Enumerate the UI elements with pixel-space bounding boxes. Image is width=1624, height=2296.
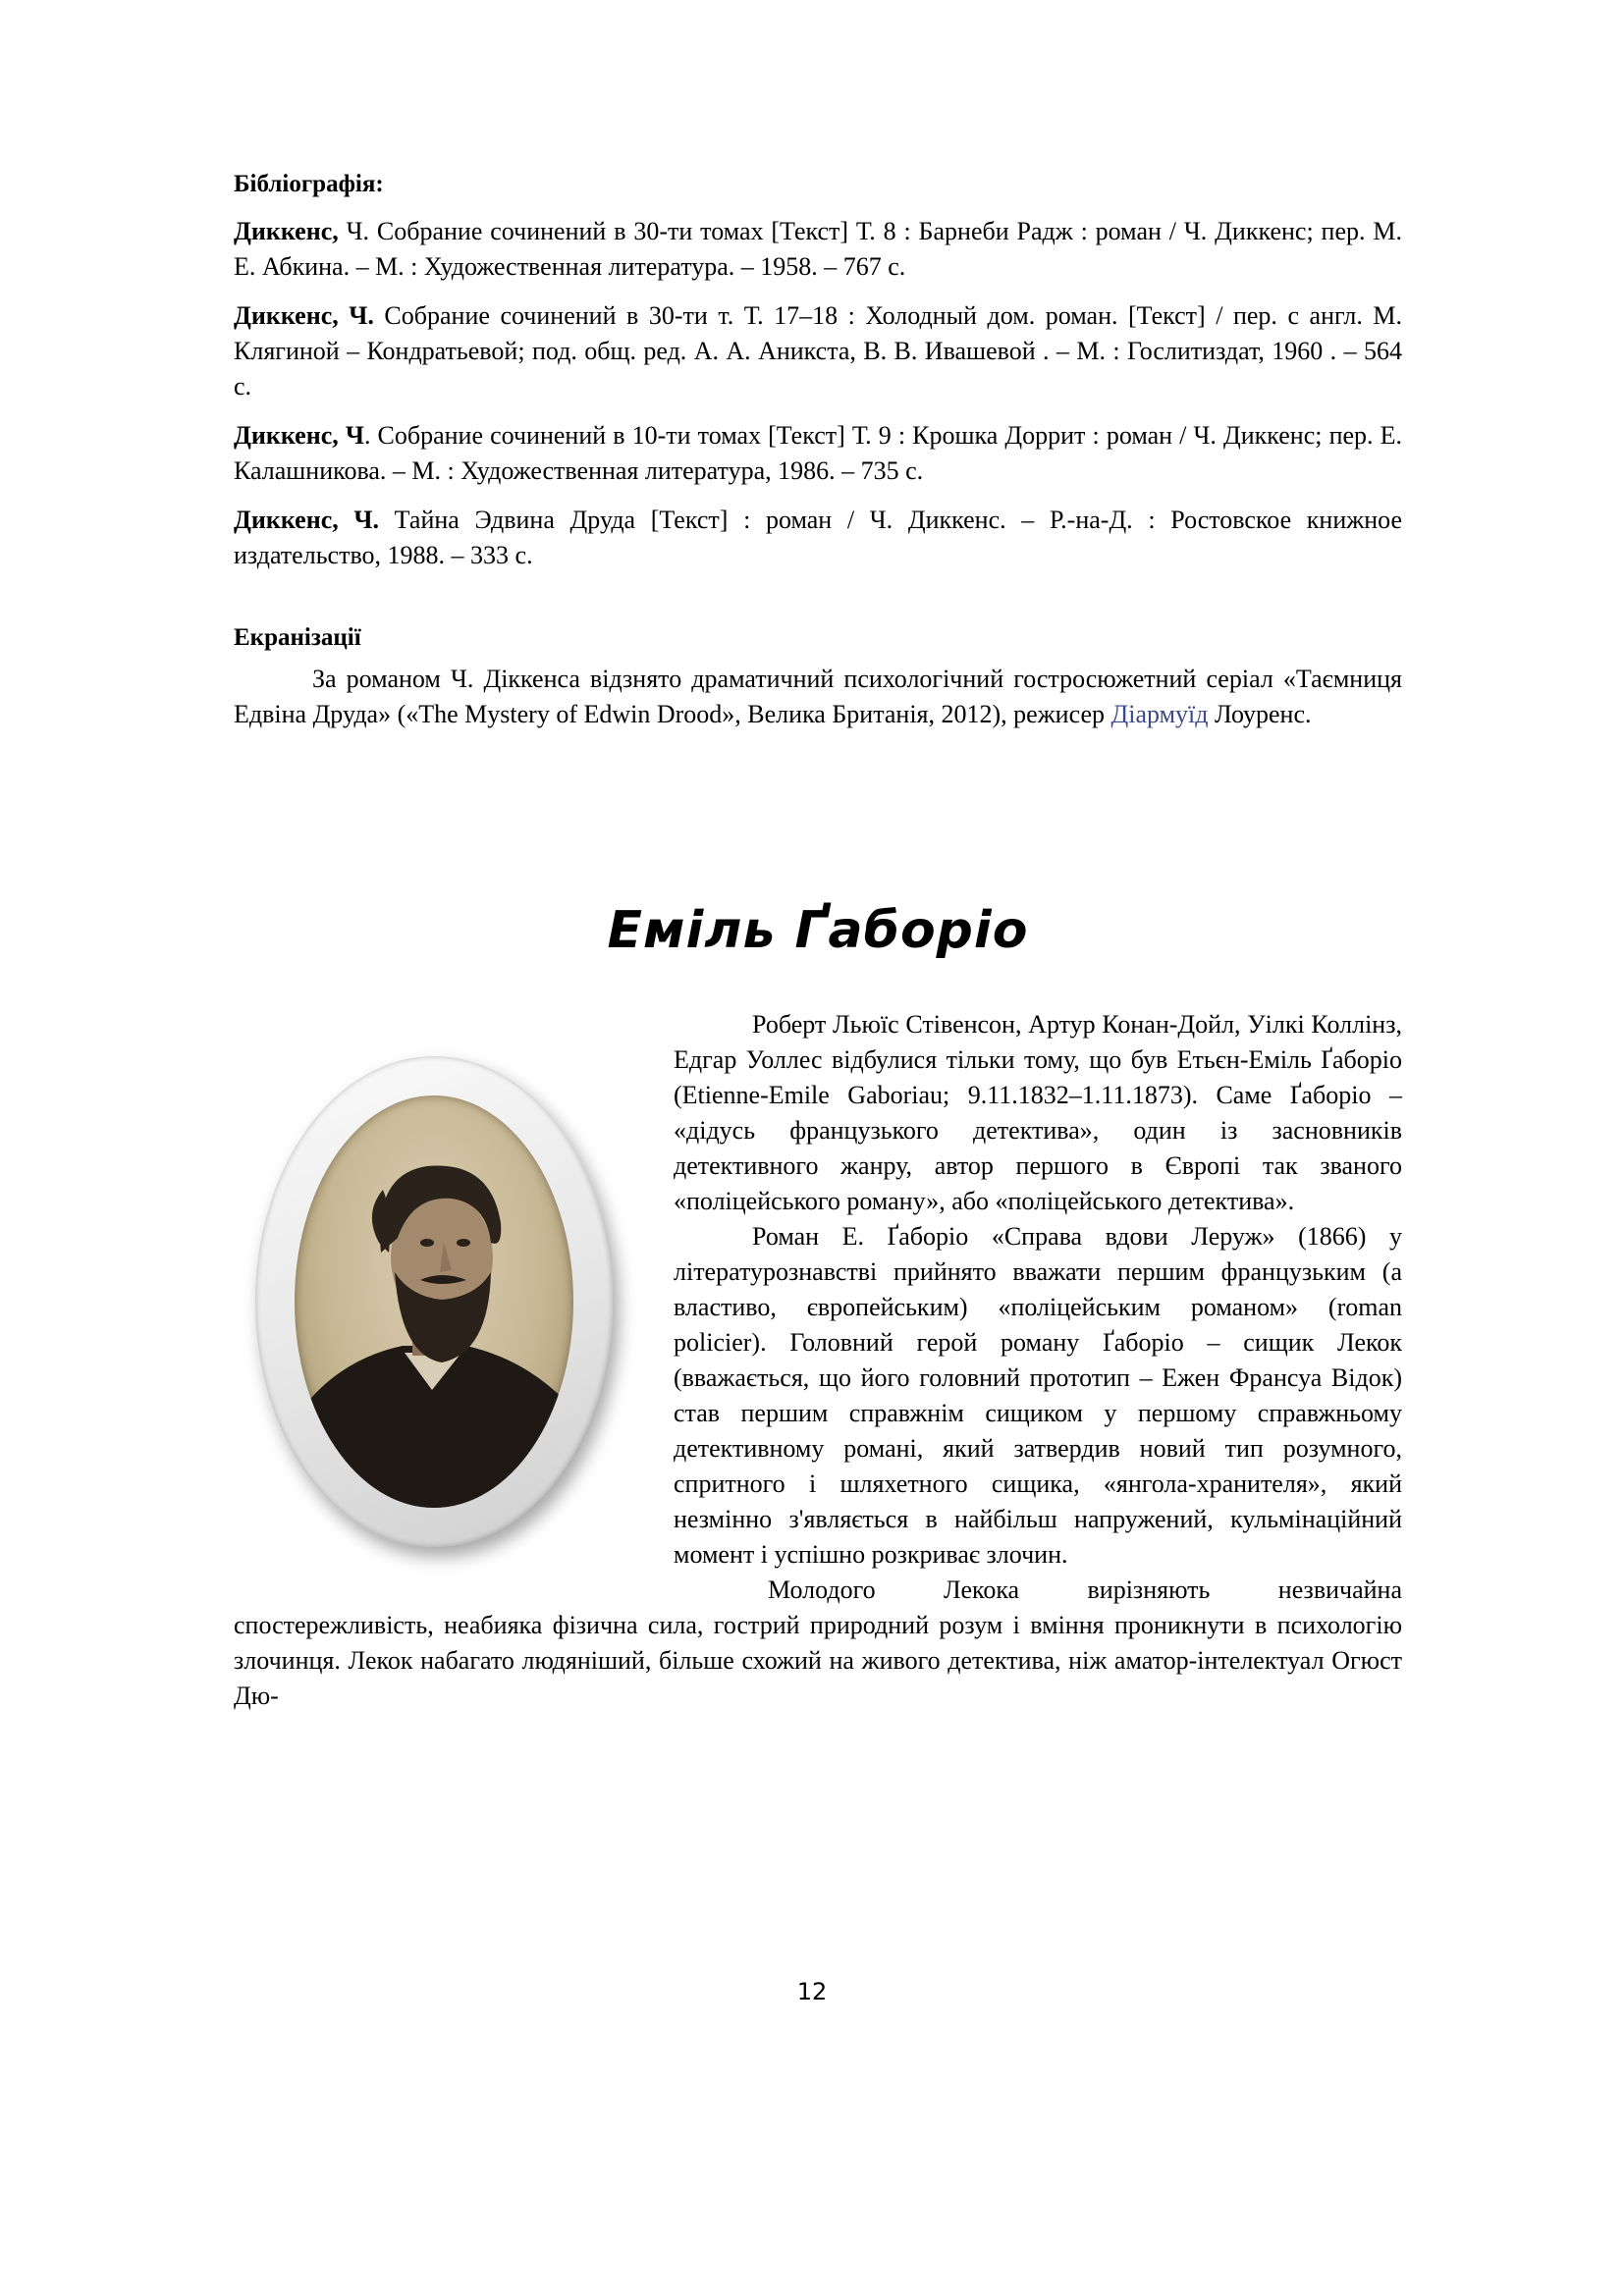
chapter-paragraph: Роберт Льюїс Стівенсон, Артур Конан-Дойл, Уілкі Коллінз, Едгар Уоллес відбулися тільки тому, що був Етьєн-Еміль Ґаборіо (Etienne-Emile Gaboriau; 9.11.1832–1.11.1873). Саме Ґаборіо – «дідусь французького детектива», один із засновників детективного жанру, автор першого в Європі так званого «поліцейського роману», або «поліцейського детектива». <box>674 1010 1402 1215</box>
bibliography-entry <box>234 214 1402 285</box>
entry-text: Ч. Собрание сочинений в 30-ти томах [Текст] Т. 8 : Барнеби Радж : роман / Ч. Диккенс; пер. М. Е. Абкина. – М. : Художественная литература. – 1958. – 767 с. <box>234 217 1402 281</box>
screen-adaptations-section <box>234 620 1402 732</box>
page-number: 12 <box>796 1978 828 2005</box>
chapter-paragraph: Молодого Лекока вирізняють незвичайна спостережливість, неабияка фізична сила, гострий природний розум і вміння проникнути в психологію злочинця. Лекок набагато людяніший, більше схожий на живого детектива, ніж аматор-інтелектуал Огюст Дю- <box>234 1575 1402 1710</box>
screen-adaptations-paragraph <box>234 662 1402 732</box>
entry-author: Диккенс, Ч. <box>234 301 374 330</box>
bibliography-entry <box>234 418 1402 489</box>
entry-author: Диккенс, Ч. <box>234 506 379 534</box>
bibliography-heading: Бібліографія: <box>234 171 384 197</box>
screen-adaptations-heading: Екранізації <box>234 624 361 651</box>
bibliography-entry <box>234 503 1402 573</box>
bibliography-entry <box>234 298 1402 404</box>
entry-author: Диккенс, Ч <box>234 421 364 450</box>
director-name-link[interactable]: Діармуїд <box>1110 700 1209 728</box>
entry-text: Собрание сочинений в 30-ти т. Т. 17–18 : Холодный дом. роман. [Текст] / пер. с англ. М. Клягиной – Кондратьевой; под. общ. ред. А. А. Аникста, В. В. Ивашевой . – М. : Гослитиздат, 1960 . – 564 с. <box>234 301 1402 400</box>
bibliography-section <box>234 167 1402 573</box>
chapter-title: Еміль Ґаборіо <box>607 901 1029 960</box>
entry-author: Диккенс, <box>234 217 339 245</box>
page-content <box>234 167 1403 1710</box>
portrait-illustration <box>295 1095 573 1508</box>
portrait-photo <box>295 1095 573 1508</box>
adaptation-text: За романом Ч. Діккенса відзнято драматичний психологічний гостросюжетний серіал «Таємниця Едвіна Друда» («The Mystery of Edwin Drood», Велика Британія, 2012), режисер <box>234 665 1402 728</box>
adaptation-text-end: Лоуренс. <box>1208 700 1312 728</box>
entry-text: . Собрание сочинений в 10-ти томах [Текст] Т. 9 : Крошка Доррит : роман / Ч. Диккенс; пер. Е. Калашникова. – М. : Художественная литература, 1986. – 735 с. <box>234 421 1403 485</box>
portrait-frame <box>255 1056 613 1547</box>
author-portrait <box>232 1041 644 1571</box>
chapter-paragraph: Роман Е. Ґаборіо «Справа вдови Леруж» (1866) у літературознавстві прийнято вважати першим французьким (а властиво, європейським) «поліцейським романом» (roman policier). Головний герой роману Ґаборіо – сищик Лекок (вважається, що його головний прототип – Ежен Франсуа Відок) став першим справжнім сищиком у першому справжньому детективному романі, який затвердив новий тип розумного, спритного і шляхетного сищика, «янгола-хранителя», який незмінно з'являється в найбільш напружений, кульмінаційний момент і успішно розкриває злочин. <box>674 1222 1402 1569</box>
entry-text: Тайна Эдвина Друда [Текст] : роман / Ч. Диккенс. – Р.-на-Д. : Ростовское книжное издательство, 1988. – 333 с. <box>234 506 1402 569</box>
chapter-body <box>234 1007 1402 1714</box>
